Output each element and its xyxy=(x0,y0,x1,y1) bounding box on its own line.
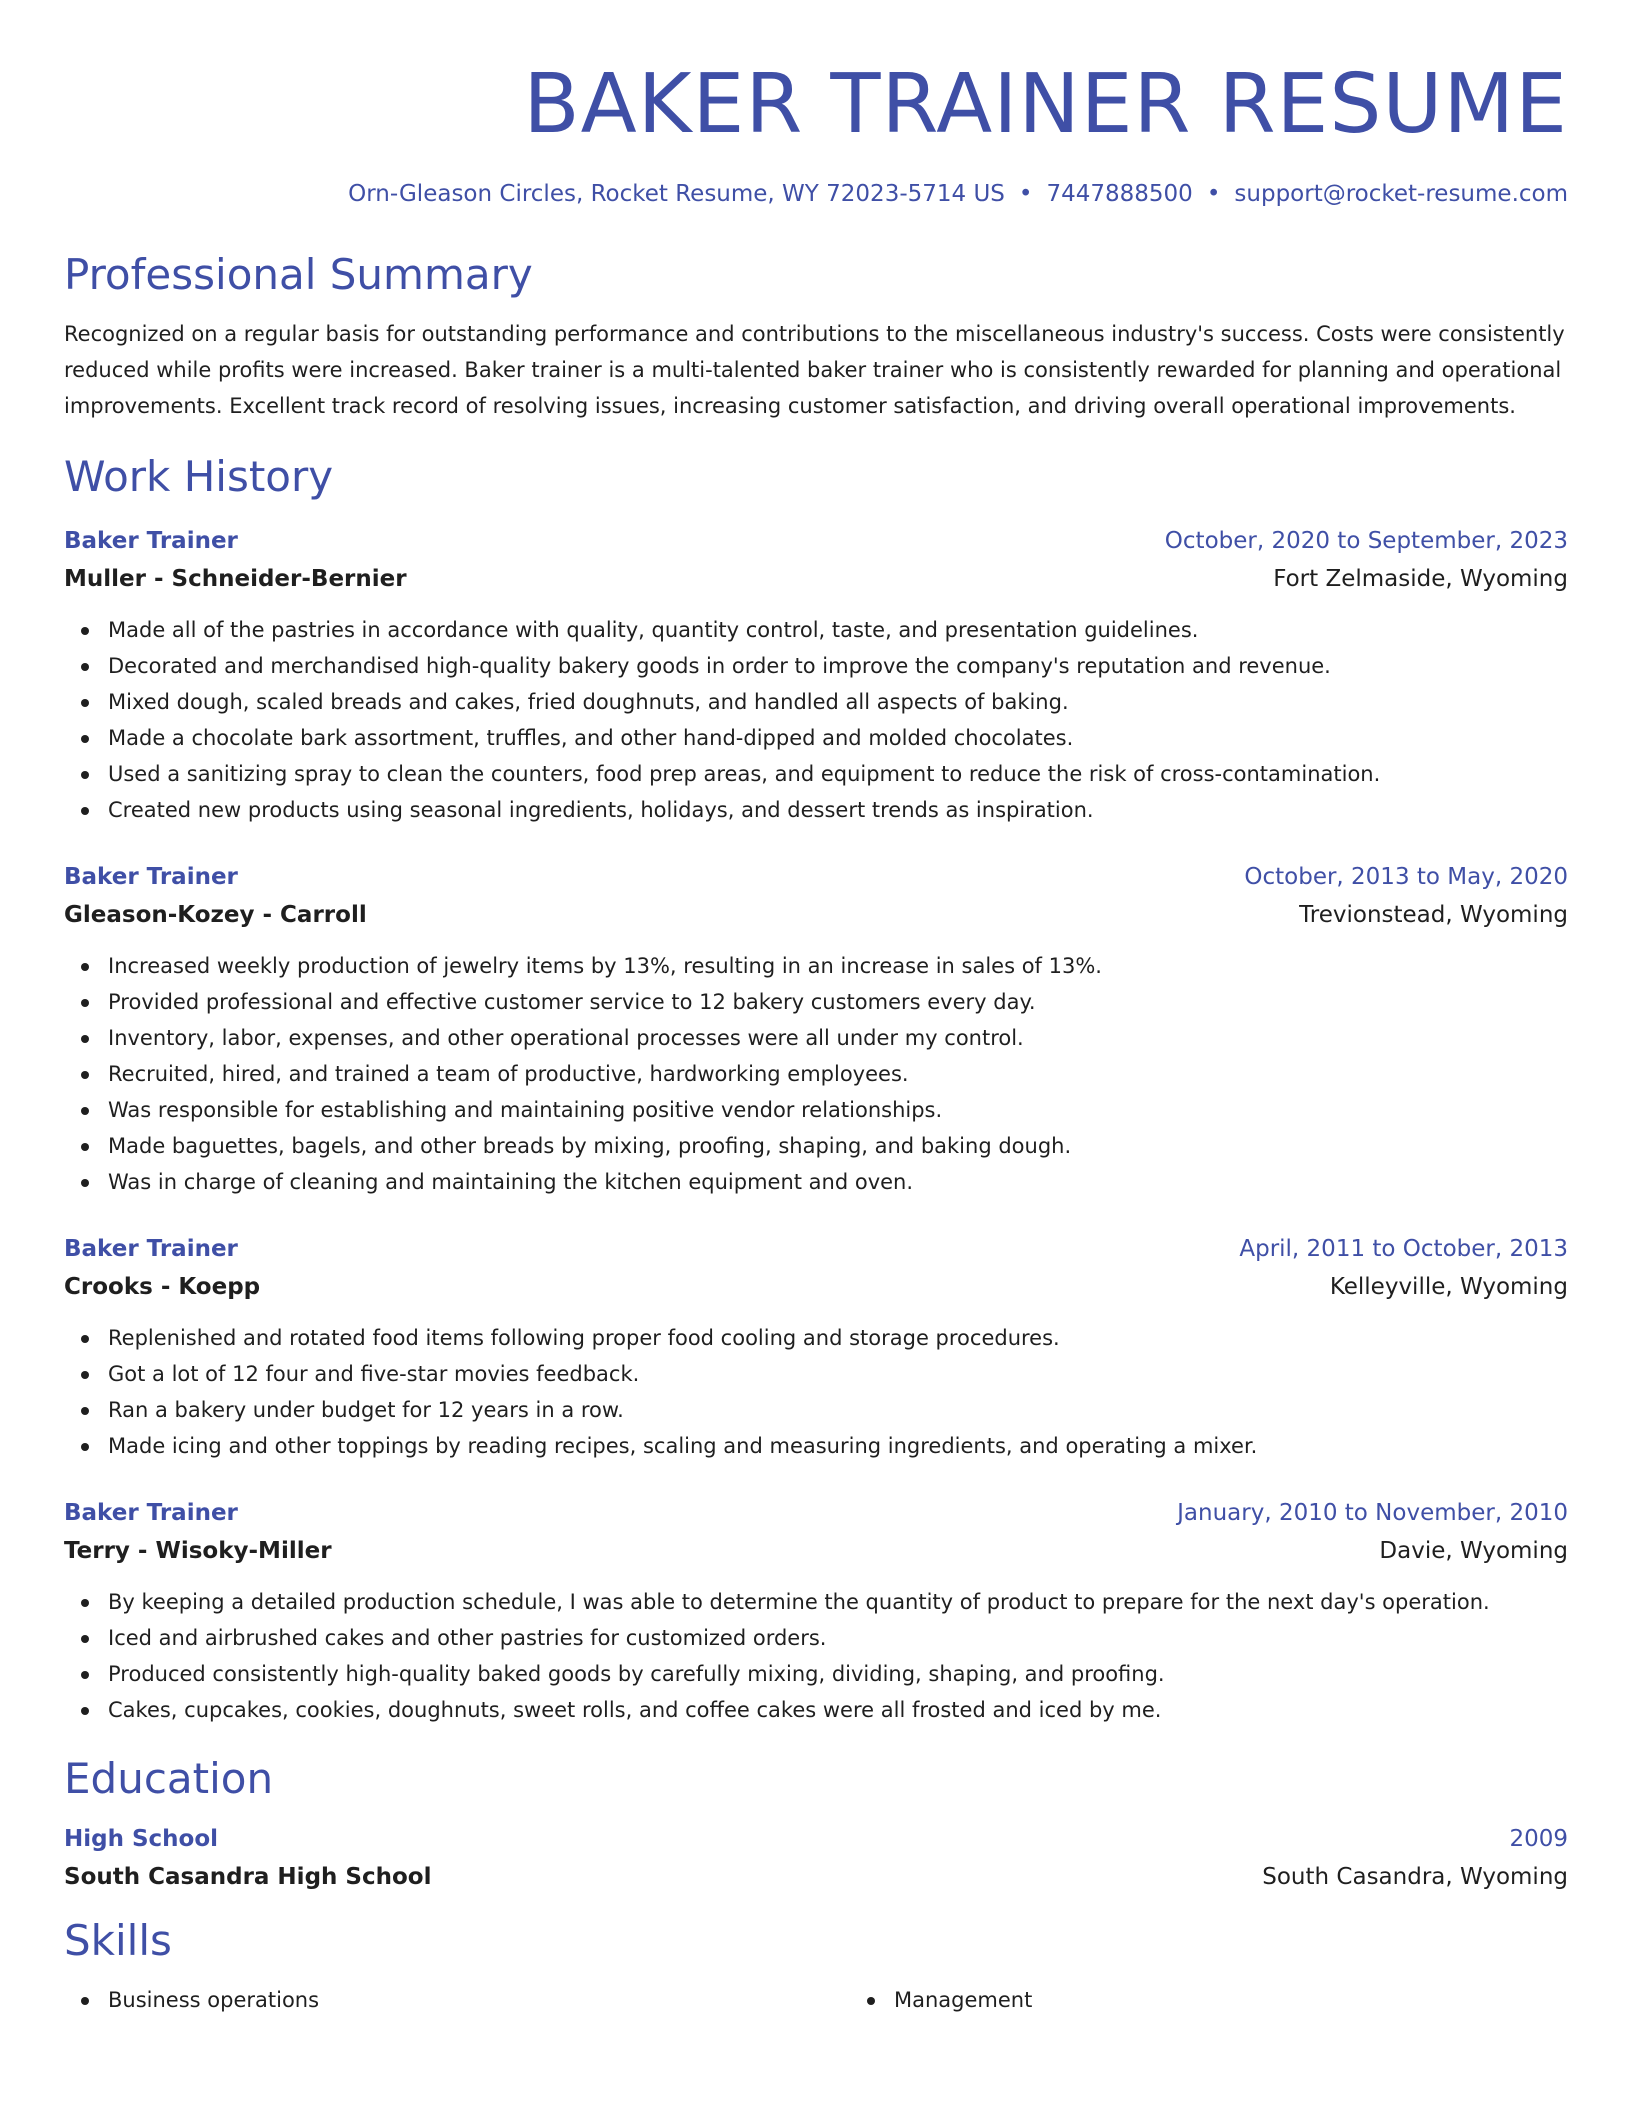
job-role: Baker Trainer xyxy=(64,528,238,554)
contact-phone: 7447888500 xyxy=(1046,181,1193,207)
job-entry xyxy=(64,522,1568,828)
job-bullets xyxy=(64,948,1568,1200)
skills-column-left xyxy=(64,1982,850,2018)
job-location: Kelleyville, Wyoming xyxy=(1329,1274,1568,1300)
list-item: Was in charge of cleaning and maintaining the kitchen equipment and oven. xyxy=(108,1164,1568,1200)
section-title-summary: Professional Summary xyxy=(64,250,533,299)
education-school: South Casandra High School xyxy=(64,1864,432,1890)
resume-page xyxy=(64,0,1568,2018)
list-item: Cakes, cupcakes, cookies, doughnuts, sweet rolls, and coffee cakes were all frosted and iced by me. xyxy=(108,1692,1568,1728)
job-company: Crooks - Koepp xyxy=(64,1274,261,1300)
job-entry xyxy=(64,1494,1568,1728)
list-item: Used a sanitizing spray to clean the counters, food prep areas, and equipment to reduce the risk of cross-contamination. xyxy=(108,756,1568,792)
list-item: Mixed dough, scaled breads and cakes, fried doughnuts, and handled all aspects of baking. xyxy=(108,684,1568,720)
list-item: Made baguettes, bagels, and other breads by mixing, proofing, shaping, and baking dough. xyxy=(108,1128,1568,1164)
job-entry xyxy=(64,858,1568,1200)
list-item: Provided professional and effective customer service to 12 bakery customers every day. xyxy=(108,984,1568,1020)
job-dates: October, 2020 to September, 2023 xyxy=(1164,528,1568,554)
job-company: Muller - Schneider-Bernier xyxy=(64,566,407,592)
list-item: By keeping a detailed production schedule, I was able to determine the quantity of product to prepare for the next day's operation. xyxy=(108,1584,1568,1620)
job-bullets xyxy=(64,612,1568,828)
list-item: Inventory, labor, expenses, and other operational processes were all under my control. xyxy=(108,1020,1568,1056)
job-role: Baker Trainer xyxy=(64,1500,238,1526)
list-item: Made all of the pastries in accordance with quality, quantity control, taste, and presentation guidelines. xyxy=(108,612,1568,648)
section-title-education: Education xyxy=(64,1754,274,1803)
job-company: Terry - Wisoky-Miller xyxy=(64,1538,332,1564)
job-bullets xyxy=(64,1320,1568,1464)
list-item: Made icing and other toppings by reading recipes, scaling and measuring ingredients, and operating a mixer. xyxy=(108,1428,1568,1464)
job-role: Baker Trainer xyxy=(64,864,238,890)
list-item: Was responsible for establishing and maintaining positive vendor relationships. xyxy=(108,1092,1568,1128)
job-dates: October, 2013 to May, 2020 xyxy=(1244,864,1568,890)
list-item: Got a lot of 12 four and five-star movies feedback. xyxy=(108,1356,1568,1392)
skills-list xyxy=(64,1982,1568,2018)
section-title-skills: Skills xyxy=(64,1916,172,1965)
job-role: Baker Trainer xyxy=(64,1236,238,1262)
contact-email: support@rocket-resume.com xyxy=(1234,181,1568,207)
contact-line xyxy=(64,178,1568,210)
education-entry xyxy=(64,1820,1568,1896)
job-location: Trevionstead, Wyoming xyxy=(1299,902,1568,928)
resume-title: BAKER TRAINER RESUME xyxy=(523,57,1568,152)
job-dates: April, 2011 to October, 2013 xyxy=(1239,1236,1568,1262)
skill-item: Management xyxy=(894,1982,1632,2018)
contact-separator: • xyxy=(1018,181,1033,207)
skill-item: Business operations xyxy=(108,1982,850,2018)
job-entry xyxy=(64,1230,1568,1464)
list-item: Ran a bakery under budget for 12 years in a row. xyxy=(108,1392,1568,1428)
job-company: Gleason-Kozey - Carroll xyxy=(64,902,367,928)
list-item: Replenished and rotated food items following proper food cooling and storage procedures. xyxy=(108,1320,1568,1356)
list-item: Produced consistently high-quality baked goods by carefully mixing, dividing, shaping, and proofing. xyxy=(108,1656,1568,1692)
education-year: 2009 xyxy=(1509,1826,1568,1852)
summary-text: Recognized on a regular basis for outstanding performance and contributions to the miscellaneous industry's success. Costs were consistently reduced while profits were increased. Baker trainer is a multi-talented baker trainer who is consistently rewarded for planning and operational improvements. Excellent track record of resolving issues, increasing customer satisfaction, and driving overall operational improvements. xyxy=(64,322,1565,418)
job-location: Fort Zelmaside, Wyoming xyxy=(1273,566,1568,592)
contact-address: Orn-Gleason Circles, Rocket Resume, WY 72023-5714 US xyxy=(348,181,1005,207)
education-location: South Casandra, Wyoming xyxy=(1262,1864,1568,1890)
list-item: Made a chocolate bark assortment, truffles, and other hand-dipped and molded chocolates. xyxy=(108,720,1568,756)
contact-separator: • xyxy=(1206,181,1221,207)
job-bullets xyxy=(64,1584,1568,1728)
list-item: Created new products using seasonal ingredients, holidays, and dessert trends as inspiration. xyxy=(108,792,1568,828)
job-dates: January, 2010 to November, 2010 xyxy=(1177,1500,1568,1526)
job-location: Davie, Wyoming xyxy=(1379,1538,1568,1564)
list-item: Iced and airbrushed cakes and other pastries for customized orders. xyxy=(108,1620,1568,1656)
section-title-work-history: Work History xyxy=(64,452,334,501)
skills-column-right xyxy=(850,1982,1632,2018)
education-degree: High School xyxy=(64,1826,219,1852)
list-item: Increased weekly production of jewelry items by 13%, resulting in an increase in sales of 13%. xyxy=(108,948,1568,984)
list-item: Recruited, hired, and trained a team of productive, hardworking employees. xyxy=(108,1056,1568,1092)
list-item: Decorated and merchandised high-quality bakery goods in order to improve the company's reputation and revenue. xyxy=(108,648,1568,684)
